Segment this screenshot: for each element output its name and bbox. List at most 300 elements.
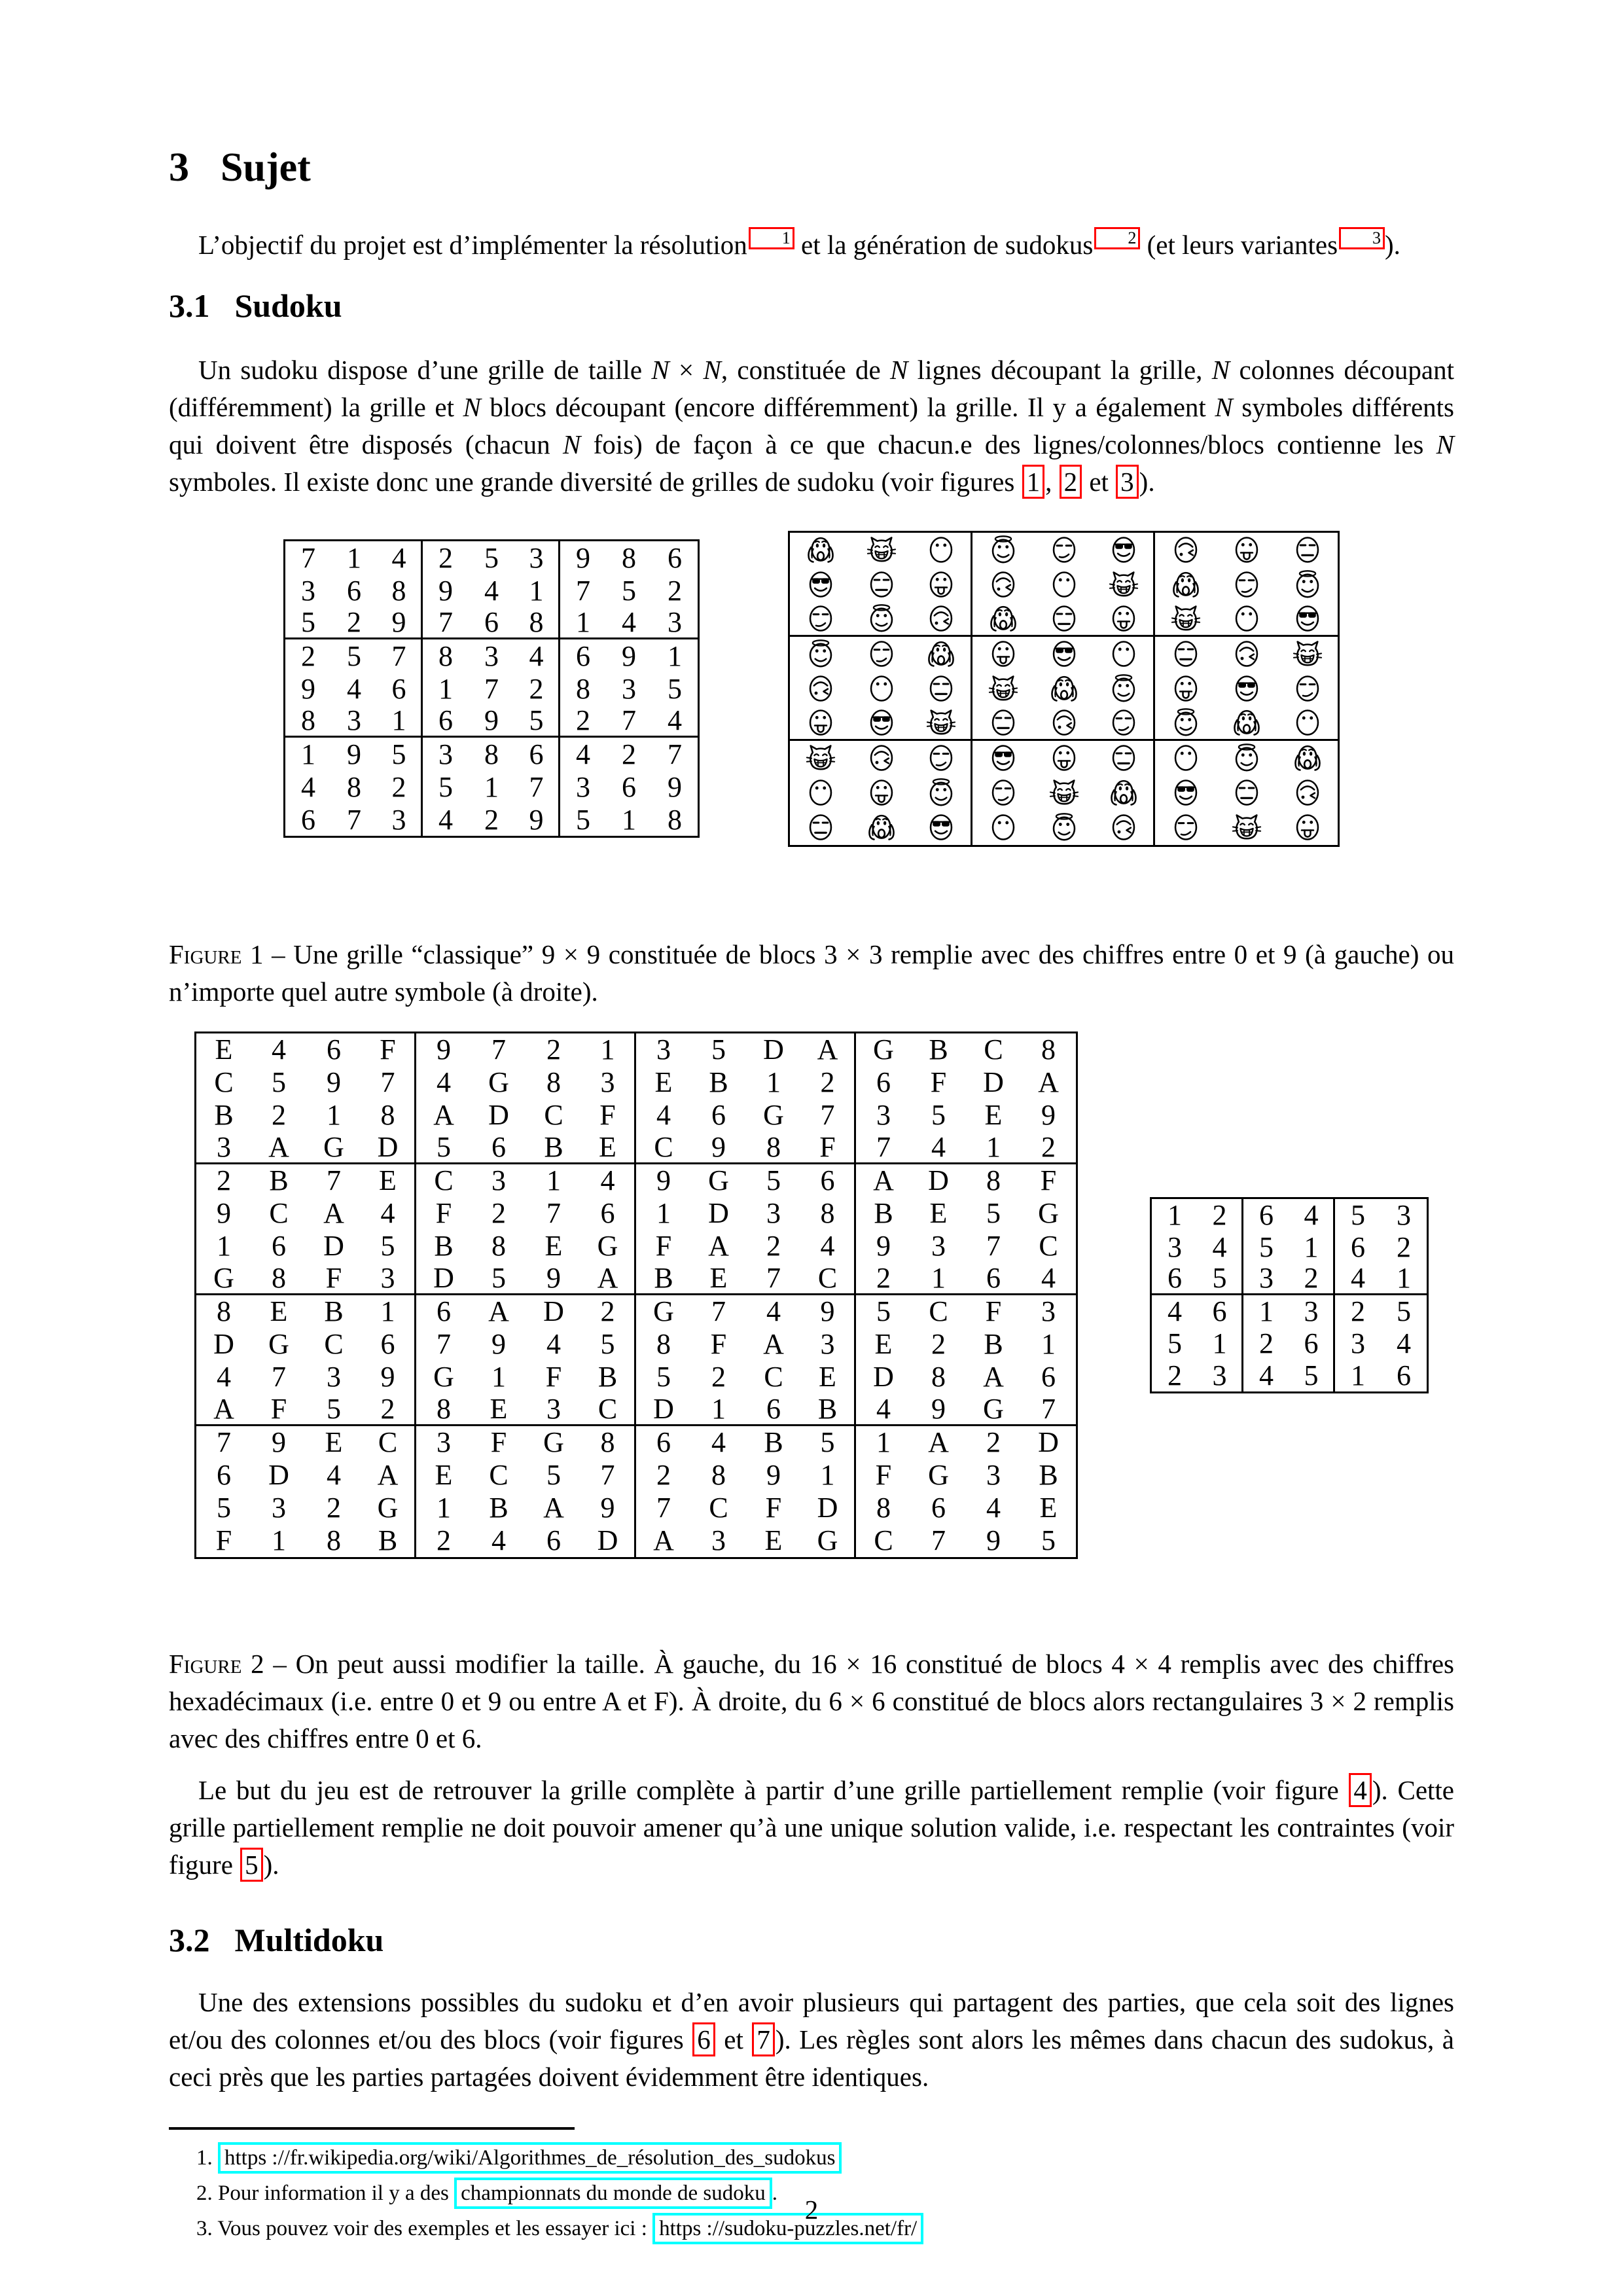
grid-cell: 4 bbox=[576, 738, 590, 770]
grid-cell: E bbox=[764, 1524, 783, 1557]
grid-cell: 3 bbox=[491, 1164, 506, 1197]
grid-cell: C bbox=[801, 1263, 856, 1295]
grid-cell: D bbox=[361, 1132, 416, 1164]
grid-cell: 9 bbox=[526, 1263, 581, 1295]
grid-cell: B bbox=[764, 1426, 783, 1459]
grid-cell: 4 bbox=[766, 1295, 781, 1328]
figure-ref[interactable]: 6 bbox=[692, 2022, 715, 2056]
grid-cell: E bbox=[215, 1033, 233, 1066]
grid-cell: 4 bbox=[272, 1033, 286, 1066]
grid-cell: 6 bbox=[1351, 1230, 1365, 1263]
grid-cell: 1 bbox=[1198, 1327, 1243, 1359]
grid-cell: 5 bbox=[1397, 1295, 1411, 1327]
smirk-face-icon bbox=[1033, 533, 1094, 567]
grid-cell: 7 bbox=[1021, 1393, 1076, 1426]
smirk-face-icon bbox=[1155, 810, 1216, 845]
grid-cell: 5 bbox=[581, 1328, 636, 1361]
grid-cell: B bbox=[526, 1132, 581, 1164]
text-run: × bbox=[669, 354, 704, 385]
grid-cell: 6 bbox=[576, 639, 590, 672]
grid-cell: 1 bbox=[514, 574, 560, 607]
scream-face-icon bbox=[1033, 672, 1094, 706]
grid-cell: C bbox=[984, 1033, 1003, 1066]
halo-face-icon bbox=[1155, 706, 1216, 741]
grid-cell: 7 bbox=[931, 1524, 946, 1557]
expressionless-face-icon bbox=[790, 810, 851, 845]
grid-cell: G bbox=[763, 1099, 784, 1132]
grid-cell: 2 bbox=[217, 1164, 231, 1197]
expressionless-face-icon bbox=[851, 567, 912, 602]
sudoku-grid-16x16 bbox=[194, 1031, 1078, 1559]
grid-cell: E bbox=[544, 1230, 563, 1263]
grid-cell: 4 bbox=[301, 770, 315, 803]
figure-ref[interactable]: 4 bbox=[1349, 1773, 1372, 1807]
grid-cell: A bbox=[433, 1099, 454, 1132]
grid-cell: C bbox=[874, 1524, 893, 1557]
smirk-face-icon bbox=[851, 637, 912, 672]
grid-cell: 3 bbox=[1168, 1230, 1182, 1263]
grid-cell: A bbox=[488, 1295, 509, 1328]
text-run: ). bbox=[1139, 466, 1155, 497]
halo-face-icon bbox=[972, 533, 1033, 567]
link-box[interactable]: https ://sudoku-puzzles.net/fr/ bbox=[652, 2213, 923, 2244]
grid-cell: E bbox=[270, 1295, 288, 1328]
wink-face-icon bbox=[1033, 706, 1094, 741]
grid-cell: 2 bbox=[1198, 1199, 1243, 1231]
grid-cell: 1 bbox=[911, 1263, 966, 1295]
multidoku-paragraph bbox=[169, 1984, 1454, 2096]
grid-cell: C bbox=[361, 1426, 416, 1459]
grid-cell: F bbox=[490, 1426, 507, 1459]
grid-cell: F bbox=[545, 1361, 562, 1393]
grid-cell: 2 bbox=[856, 1263, 911, 1295]
goal-paragraph bbox=[169, 1772, 1454, 1884]
grid-cell: C bbox=[269, 1197, 289, 1230]
grid-cell: 8 bbox=[327, 1524, 341, 1557]
neutral-face-icon bbox=[1094, 637, 1155, 672]
grid-cell: B bbox=[709, 1066, 728, 1099]
grid-cell: 7 bbox=[491, 1033, 506, 1066]
grid-cell: 7 bbox=[986, 1230, 1001, 1263]
cat-face-icon bbox=[912, 706, 972, 741]
grid-cell: 9 bbox=[361, 1361, 416, 1393]
grid-cell: 2 bbox=[361, 1393, 416, 1426]
grid-cell: 6 bbox=[746, 1393, 801, 1426]
grid-cell: 9 bbox=[576, 541, 590, 574]
page-number: 2 bbox=[804, 2195, 819, 2225]
grid-cell: C bbox=[1039, 1230, 1058, 1263]
section-number: 3 bbox=[169, 145, 189, 190]
smirk-face-icon bbox=[1094, 706, 1155, 741]
grid-cell: A bbox=[1038, 1066, 1059, 1099]
grid-cell: 1 bbox=[377, 705, 423, 738]
grid-cell: 8 bbox=[347, 770, 361, 803]
scream-face-icon bbox=[1094, 776, 1155, 810]
grid-cell: 3 bbox=[656, 1033, 671, 1066]
grid-cell: 8 bbox=[251, 1263, 306, 1295]
grid-cell: 8 bbox=[416, 1393, 471, 1426]
figure-ref[interactable]: 7 bbox=[752, 2022, 775, 2056]
grid-cell: 4 bbox=[491, 1524, 506, 1557]
tongue-face-icon bbox=[972, 637, 1033, 672]
grid-cell: G bbox=[433, 1361, 454, 1393]
grid-cell: 4 bbox=[437, 1066, 451, 1099]
sunglasses-face-icon bbox=[1277, 602, 1338, 637]
grid-cell: 5 bbox=[347, 639, 361, 672]
grid-cell: 8 bbox=[1041, 1033, 1056, 1066]
grid-cell: 8 bbox=[622, 541, 636, 574]
link-box[interactable]: championnats du monde de sudoku bbox=[454, 2178, 772, 2209]
tongue-face-icon bbox=[1216, 533, 1277, 567]
grid-cell: 1 bbox=[1259, 1295, 1274, 1327]
grid-cell: 3 bbox=[196, 1132, 251, 1164]
grid-cell: 2 bbox=[766, 1230, 781, 1263]
grid-cell: E bbox=[691, 1263, 746, 1295]
text-run: N bbox=[890, 354, 908, 385]
figure-ref[interactable]: 3 bbox=[1116, 465, 1139, 499]
grid-cell: 4 bbox=[1397, 1327, 1411, 1359]
grid-cell: F bbox=[930, 1066, 947, 1099]
wink-face-icon bbox=[851, 741, 912, 776]
grid-cell: 4 bbox=[377, 541, 423, 574]
text-run: Le but du jeu est de retrouver la grille complète à partir d’une grille partiellement remplie (voir figure bbox=[198, 1774, 1349, 1805]
text-run: ). Cette grille partiellement remplie ne doit pouvoir amener qu’à une unique solution valide, i.e. respectant les contraintes (voir figure bbox=[169, 1774, 1454, 1880]
grid-cell: D bbox=[416, 1263, 471, 1295]
figure-ref[interactable]: 5 bbox=[240, 1848, 263, 1882]
grid-cell: 6 bbox=[327, 1033, 341, 1066]
subsection-title: Multidoku bbox=[234, 1921, 384, 1958]
grid-cell: B bbox=[1039, 1459, 1058, 1492]
grid-cell: G bbox=[543, 1426, 564, 1459]
figure-2-caption bbox=[169, 1645, 1454, 1757]
grid-cell: G bbox=[928, 1459, 949, 1492]
grid-cell: 3 bbox=[576, 770, 590, 803]
grid-cell: 7 bbox=[377, 639, 423, 672]
grid-cell: 3 bbox=[526, 1393, 581, 1426]
cat-face-icon bbox=[1155, 602, 1216, 637]
grid-cell: 5 bbox=[876, 1295, 891, 1328]
grid-cell: 9 bbox=[911, 1393, 966, 1426]
text-run: – On peut aussi modifier la taille. À gauche, du 16 × 16 constitué de blocs 4 × 4 remplis avec des chiffres hexadécimaux (i.e. entre 0 et 9 ou entre A et F). À droite, du 6 × 6 constitué de blocs alors rectangulaires 3 × 2 remplis avec des chiffres entre 0 et 6. bbox=[169, 1648, 1454, 1753]
sudoku-grid-6x6 bbox=[1150, 1197, 1429, 1393]
footnote-mark[interactable]: 2 bbox=[1094, 227, 1140, 249]
grid-cell: 4 bbox=[1021, 1263, 1076, 1295]
text-run: N bbox=[703, 354, 721, 385]
grid-cell: C bbox=[434, 1164, 454, 1197]
grid-cell: G bbox=[196, 1263, 251, 1295]
grid-cell: 3 bbox=[622, 672, 636, 705]
grid-cell: A bbox=[251, 1132, 306, 1164]
grid-cell: C bbox=[581, 1393, 636, 1426]
grid-cell: 6 bbox=[301, 803, 315, 836]
grid-cell: 1 bbox=[668, 639, 682, 672]
figure-ref[interactable]: 1 bbox=[1022, 465, 1045, 499]
grid-cell: 3 bbox=[514, 541, 560, 574]
grid-cell: B bbox=[489, 1492, 508, 1524]
grid-cell: B bbox=[984, 1328, 1003, 1361]
grid-cell: 8 bbox=[711, 1459, 726, 1492]
sunglasses-face-icon bbox=[912, 810, 972, 845]
text-run: . bbox=[772, 2181, 777, 2206]
figure-ref[interactable]: 2 bbox=[1060, 465, 1082, 499]
sudoku-description-paragraph bbox=[169, 351, 1454, 501]
grid-cell: 2 bbox=[1351, 1295, 1365, 1327]
grid-cell: C bbox=[324, 1328, 344, 1361]
grid-cell: 5 bbox=[766, 1164, 781, 1197]
grid-cell: 8 bbox=[438, 639, 453, 672]
grid-cell: D bbox=[1038, 1426, 1059, 1459]
grid-cell: 7 bbox=[606, 705, 652, 738]
grid-cell: 6 bbox=[217, 1459, 231, 1492]
wink-face-icon bbox=[1094, 810, 1155, 845]
grid-cell: 1 bbox=[347, 541, 361, 574]
grid-cell: 5 bbox=[217, 1492, 231, 1524]
grid-cell: 9 bbox=[656, 1164, 671, 1197]
scream-face-icon bbox=[912, 637, 972, 672]
sunglasses-face-icon bbox=[1094, 533, 1155, 567]
grid-cell: B bbox=[929, 1033, 948, 1066]
grid-cell: G bbox=[488, 1066, 509, 1099]
grid-cell: 8 bbox=[668, 803, 682, 836]
sunglasses-face-icon bbox=[851, 706, 912, 741]
text-run: – Une grille “classique” 9 × 9 constituée de blocs 3 × 3 remplie avec des chiffres entre 0 et 9 (à gauche) ou n’importe quel autre symbole (à droite). bbox=[169, 939, 1455, 1007]
grid-cell: 3 bbox=[377, 803, 423, 836]
grid-cell: C bbox=[214, 1066, 234, 1099]
grid-cell: B bbox=[636, 1263, 691, 1295]
sunglasses-face-icon bbox=[1216, 672, 1277, 706]
grid-cell: 2 bbox=[301, 639, 315, 672]
sunglasses-face-icon bbox=[1155, 776, 1216, 810]
halo-face-icon bbox=[1094, 672, 1155, 706]
grid-cell: D bbox=[983, 1066, 1004, 1099]
grid-cell: 3 bbox=[1351, 1327, 1365, 1359]
text-run: et la génération de sudokus bbox=[794, 230, 1094, 260]
grid-cell: 9 bbox=[876, 1230, 891, 1263]
grid-cell: 8 bbox=[581, 1426, 636, 1459]
grid-cell: 7 bbox=[361, 1066, 416, 1099]
grid-cell: 2 bbox=[272, 1099, 286, 1132]
grid-cell: 5 bbox=[377, 738, 423, 770]
grid-cell: 9 bbox=[491, 1328, 506, 1361]
grid-cell: E bbox=[1039, 1492, 1058, 1524]
text-run: (et leurs variantes bbox=[1140, 230, 1338, 260]
grid-cell: 3 bbox=[1243, 1263, 1289, 1295]
grid-cell: 8 bbox=[576, 672, 590, 705]
grid-cell: 7 bbox=[514, 770, 560, 803]
text-run: symboles différents qui doivent être disposés (chacun bbox=[169, 391, 1455, 459]
grid-cell: 2 bbox=[546, 1033, 561, 1066]
grid-cell: 1 bbox=[876, 1426, 891, 1459]
grid-cell: 6 bbox=[1152, 1263, 1198, 1295]
text-run: 3. Vous pouvez voir des exemples et les essayer ici : bbox=[196, 2217, 653, 2241]
smirk-face-icon bbox=[972, 776, 1033, 810]
grid-cell: 7 bbox=[327, 1164, 341, 1197]
grid-cell: 6 bbox=[272, 1230, 286, 1263]
grid-cell: D bbox=[801, 1492, 856, 1524]
grid-cell: 9 bbox=[327, 1066, 341, 1099]
grid-cell: 5 bbox=[656, 1361, 671, 1393]
footnote-mark[interactable]: 1 bbox=[749, 227, 794, 249]
grid-cell: E bbox=[929, 1197, 948, 1230]
grid-cell: 4 bbox=[581, 1164, 636, 1197]
grid-cell: 6 bbox=[622, 770, 636, 803]
grid-cell: E bbox=[984, 1099, 1003, 1132]
grid-cell: 6 bbox=[656, 1426, 671, 1459]
grid-cell: 6 bbox=[931, 1492, 946, 1524]
grid-cell: 6 bbox=[1289, 1327, 1335, 1359]
grid-cell: 8 bbox=[986, 1164, 1001, 1197]
grid-cell: B bbox=[801, 1393, 856, 1426]
grid-cell: 6 bbox=[469, 607, 514, 639]
grid-cell: 7 bbox=[423, 607, 469, 639]
grid-cell: 5 bbox=[416, 1132, 471, 1164]
grid-cell: 8 bbox=[217, 1295, 231, 1328]
subsection-heading-sudoku bbox=[169, 287, 1454, 325]
grid-cell: 7 bbox=[856, 1132, 911, 1164]
grid-cell: 1 bbox=[560, 607, 606, 639]
grid-cell: 9 bbox=[469, 705, 514, 738]
grid-cell: E bbox=[435, 1459, 453, 1492]
grid-cell: D bbox=[543, 1295, 564, 1328]
grid-cell: 9 bbox=[438, 574, 453, 607]
wink-face-icon bbox=[1216, 637, 1277, 672]
sunglasses-face-icon bbox=[790, 567, 851, 602]
grid-cell: 9 bbox=[668, 770, 682, 803]
neutral-face-icon bbox=[851, 672, 912, 706]
grid-cell: 6 bbox=[1198, 1295, 1243, 1327]
text-run: , bbox=[1045, 466, 1059, 497]
grid-cell: 1 bbox=[272, 1524, 286, 1557]
grid-cell: 4 bbox=[1168, 1295, 1182, 1327]
grid-cell: C bbox=[636, 1132, 691, 1164]
grid-cell: 7 bbox=[301, 541, 315, 574]
smirk-face-icon bbox=[790, 602, 851, 637]
text-run: N bbox=[1436, 429, 1455, 459]
text-run: Figure 1 bbox=[169, 939, 264, 969]
grid-cell: 2 bbox=[331, 607, 377, 639]
grid-cell: 9 bbox=[437, 1033, 451, 1066]
grid-cell: A bbox=[543, 1492, 564, 1524]
grid-cell: 2 bbox=[986, 1426, 1001, 1459]
expressionless-face-icon bbox=[1155, 637, 1216, 672]
grid-cell: 2 bbox=[560, 705, 606, 738]
grid-cell: F bbox=[1040, 1164, 1057, 1197]
grid-cell: G bbox=[268, 1328, 289, 1361]
grid-cell: B bbox=[581, 1361, 636, 1393]
grid-cell: 6 bbox=[471, 1132, 526, 1164]
scream-face-icon bbox=[851, 810, 912, 845]
halo-face-icon bbox=[1216, 741, 1277, 776]
grid-cell: 7 bbox=[576, 574, 590, 607]
grid-cell: 3 bbox=[766, 1197, 781, 1230]
grid-cell: 6 bbox=[581, 1197, 636, 1230]
grid-cell: 6 bbox=[876, 1066, 891, 1099]
grid-cell: C bbox=[709, 1492, 728, 1524]
grid-cell: 5 bbox=[272, 1066, 286, 1099]
grid-cell: 7 bbox=[347, 803, 361, 836]
grid-cell: A bbox=[983, 1361, 1004, 1393]
grid-cell: E bbox=[325, 1426, 343, 1459]
grid-cell: 7 bbox=[711, 1295, 726, 1328]
grid-cell: 5 bbox=[546, 1459, 561, 1492]
grid-cell: 4 bbox=[1259, 1359, 1274, 1391]
grid-cell: A bbox=[763, 1328, 784, 1361]
text-run: symboles. Il existe donc une grande diversité de grilles de sudoku (voir figures bbox=[169, 466, 1022, 497]
grid-cell: 5 bbox=[668, 672, 682, 705]
grid-cell: F bbox=[710, 1328, 727, 1361]
tongue-face-icon bbox=[790, 706, 851, 741]
grid-cell: F bbox=[361, 1033, 416, 1066]
wink-face-icon bbox=[1277, 776, 1338, 810]
grid-cell: 4 bbox=[484, 574, 499, 607]
grid-cell: 1 bbox=[1351, 1359, 1365, 1391]
grid-cell: 6 bbox=[801, 1164, 856, 1197]
grid-cell: 5 bbox=[1198, 1263, 1243, 1295]
tongue-face-icon bbox=[1033, 741, 1094, 776]
grid-cell: 5 bbox=[1168, 1327, 1182, 1359]
grid-cell: 8 bbox=[491, 1230, 506, 1263]
grid-cell: G bbox=[361, 1492, 416, 1524]
grid-cell: 3 bbox=[327, 1361, 341, 1393]
scream-face-icon bbox=[1277, 741, 1338, 776]
grid-cell: D bbox=[213, 1328, 234, 1361]
grid-cell: 1 bbox=[966, 1132, 1021, 1164]
cat-face-icon bbox=[1033, 776, 1094, 810]
grid-cell: 2 bbox=[1168, 1359, 1182, 1391]
grid-cell: 2 bbox=[1289, 1263, 1335, 1295]
grid-cell: F bbox=[801, 1132, 856, 1164]
grid-cell: F bbox=[875, 1459, 892, 1492]
link-box[interactable]: https ://fr.wikipedia.org/wiki/Algorithmes_de_résolution_des_sudokus bbox=[218, 2142, 842, 2174]
grid-cell: 8 bbox=[656, 1328, 671, 1361]
grid-cell: 3 bbox=[801, 1328, 856, 1361]
halo-face-icon bbox=[1277, 567, 1338, 602]
tongue-face-icon bbox=[1155, 672, 1216, 706]
grid-cell: 6 bbox=[668, 541, 682, 574]
grid-cell: 1 bbox=[438, 672, 453, 705]
footnote-mark[interactable]: 3 bbox=[1339, 227, 1385, 249]
grid-cell: A bbox=[708, 1230, 729, 1263]
grid-cell: 7 bbox=[656, 1492, 671, 1524]
grid-cell: 2 bbox=[377, 770, 423, 803]
grid-cell: E bbox=[801, 1361, 856, 1393]
grid-cell: 2 bbox=[438, 541, 453, 574]
grid-cell: 3 bbox=[1041, 1295, 1056, 1328]
grid-cell: F bbox=[435, 1197, 452, 1230]
grid-cell: 3 bbox=[986, 1459, 1001, 1492]
grid-cell: 6 bbox=[1041, 1361, 1056, 1393]
grid-cell: A bbox=[581, 1263, 636, 1295]
grid-cell: 3 bbox=[301, 574, 315, 607]
grid-cell: 7 bbox=[272, 1361, 286, 1393]
grid-cell: 2 bbox=[327, 1492, 341, 1524]
grid-cell: A bbox=[801, 1033, 856, 1066]
grid-cell: 2 bbox=[656, 1459, 671, 1492]
footnote-1 bbox=[169, 2143, 1454, 2173]
grid-cell: F bbox=[985, 1295, 1002, 1328]
scream-face-icon bbox=[790, 533, 851, 567]
sudoku-grid-emoji bbox=[788, 531, 1340, 847]
grid-cell: 9 bbox=[766, 1459, 781, 1492]
text-run: N bbox=[1215, 391, 1233, 422]
grid-cell: 8 bbox=[931, 1361, 946, 1393]
text-run: ). bbox=[263, 1849, 279, 1880]
grid-cell: B bbox=[324, 1295, 344, 1328]
grid-cell: 1 bbox=[217, 1230, 231, 1263]
grid-cell: 5 bbox=[576, 803, 590, 836]
grid-cell: 2 bbox=[514, 672, 560, 705]
grid-cell: C bbox=[929, 1295, 948, 1328]
